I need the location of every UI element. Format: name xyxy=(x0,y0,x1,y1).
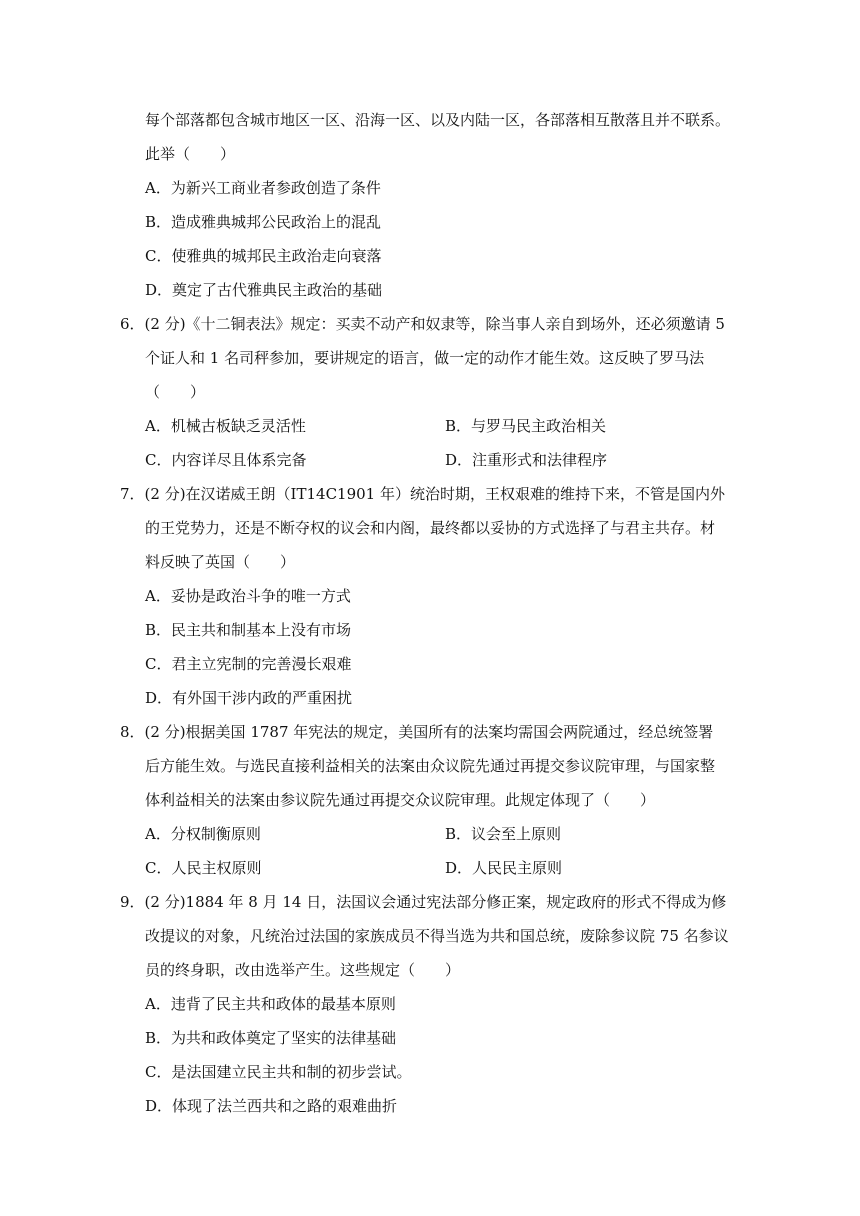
q9-option-c[interactable]: C．是法国建立民主共和制的初步尝试。 xyxy=(145,1063,412,1081)
q7-stem-line-3: 料反映了英国（ ） xyxy=(145,553,296,571)
q7-option-a[interactable]: A．妥协是政治斗争的唯一方式 xyxy=(145,587,351,605)
q5-option-d[interactable]: D．奠定了古代雅典民主政治的基础 xyxy=(145,281,383,299)
q5-option-c[interactable]: C．使雅典的城邦民主政治走向衰落 xyxy=(145,247,382,265)
q9-stem-line-3: 员的终身职，改由选举产生。这些规定（ ） xyxy=(145,961,461,979)
q6-stem-line-1: 6．(2 分)《十二铜表法》规定：买卖不动产和奴隶等，除当事人亲自到场外，还必须邀请 5 xyxy=(120,315,725,333)
q9-stem-line-2: 改提议的对象，凡统治过法国的家族成员不得当选为共和国总统，废除参议院 75 名参议 xyxy=(145,927,729,945)
q7-option-c[interactable]: C．君主立宪制的完善漫长艰难 xyxy=(145,655,352,673)
q9-option-b[interactable]: B．为共和政体奠定了坚实的法律基础 xyxy=(145,1029,397,1047)
q8-option-d[interactable]: D．人民民主原则 xyxy=(445,859,563,877)
q8-stem-line-1: 8．(2 分)根据美国 1787 年宪法的规定，美国所有的法案均需国会两院通过，经总统签署 xyxy=(120,723,714,741)
q9-option-d[interactable]: D．体现了法兰西共和之路的艰难曲折 xyxy=(145,1097,398,1115)
q9-option-a[interactable]: A．违背了民主共和政体的最基本原则 xyxy=(145,995,396,1013)
q5-stem-line-1: 每个部落都包含城市地区一区、沿海一区、以及内陆一区，各部落相互散落且并不联系。 xyxy=(145,111,731,129)
q6-stem-line-3: （ ） xyxy=(145,383,206,401)
q6-option-d[interactable]: D．注重形式和法律程序 xyxy=(445,451,608,469)
q7-stem-line-1: 7．(2 分)在汉诺威王朗（IT14C1901 年）统治时期，王权艰难的维持下来，不管是国内外 xyxy=(120,485,725,503)
q8-stem-line-2: 后方能生效。与选民直接利益相关的法案由众议院先通过再提交参议院审理，与国家整 xyxy=(145,757,716,775)
q7-option-b[interactable]: B．民主共和制基本上没有市场 xyxy=(145,621,352,639)
q9-stem-line-1: 9．(2 分)1884 年 8 月 14 日，法国议会通过宪法部分修正案，规定政府的形式不得成为修 xyxy=(120,893,727,911)
q5-option-a[interactable]: A．为新兴工商业者参政创造了条件 xyxy=(145,179,381,197)
q6-option-c[interactable]: C．内容详尽且体系完备 xyxy=(145,451,307,469)
q6-option-a[interactable]: A．机械古板缺乏灵活性 xyxy=(145,417,306,435)
q8-stem-line-3: 体利益相关的法案由参议院先通过再提交众议院审理。此规定体现了（ ） xyxy=(145,791,656,809)
q8-option-c[interactable]: C．人民主权原则 xyxy=(145,859,262,877)
q8-option-b[interactable]: B．议会至上原则 xyxy=(445,825,562,843)
q7-stem-line-2: 的王党势力，还是不断夺权的议会和内阁，最终都以妥协的方式选择了与君主共存。材 xyxy=(145,519,716,537)
q7-option-d[interactable]: D．有外国干涉内政的严重困扰 xyxy=(145,689,353,707)
q6-option-b[interactable]: B．与罗马民主政治相关 xyxy=(445,417,607,435)
q5-option-b[interactable]: B．造成雅典城邦公民政治上的混乱 xyxy=(145,213,382,231)
q8-option-a[interactable]: A．分权制衡原则 xyxy=(145,825,261,843)
q6-stem-line-2: 个证人和 1 名司秤参加，要讲规定的语言，做一定的动作才能生效。这反映了罗马法 xyxy=(145,349,705,367)
q5-stem-line-2: 此举（ ） xyxy=(145,145,236,163)
